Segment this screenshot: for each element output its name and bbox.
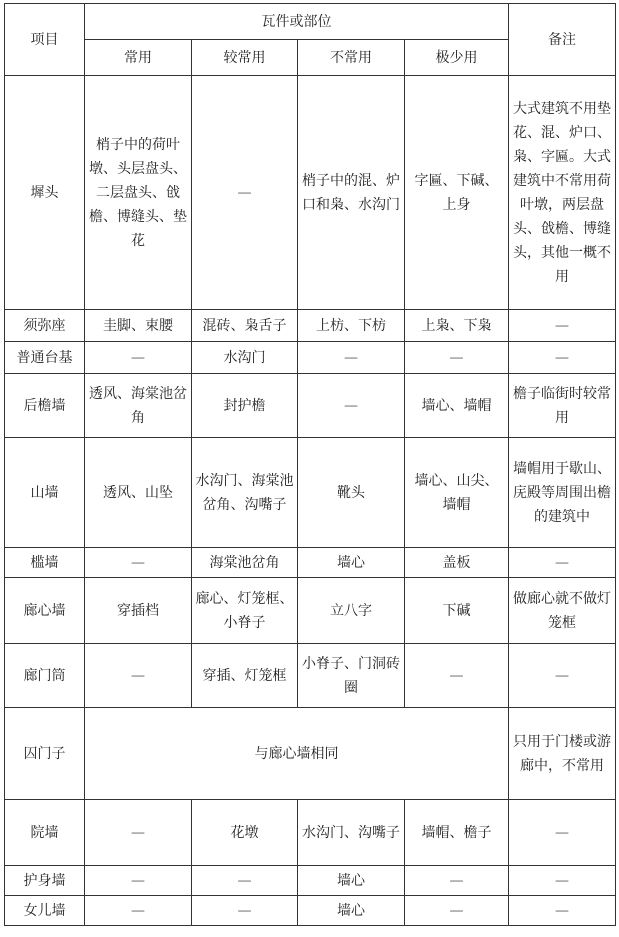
cell-uncommon: 靴头 [298, 438, 405, 548]
cell-fairly: 海棠池岔角 [192, 548, 298, 578]
header-uncommon: 不常用 [298, 40, 405, 76]
cell-rare: 墙帽、檐子 [405, 800, 509, 866]
cell-uncommon: 上枋、下枋 [298, 310, 405, 342]
cell-uncommon: 小脊子、门洞砖圈 [298, 644, 405, 708]
cell-fairly: 水沟门、海棠池岔角、沟嘴子 [192, 438, 298, 548]
cell-note: 大式建筑不用垫花、混、炉口、枭、字匾。大式建筑中不常用荷叶墩，两层盘头、戗檐、博缝头，其他一概不用 [509, 76, 616, 310]
cell-uncommon: 梢子中的混、炉口和枭、水沟门 [298, 76, 405, 310]
cell-note: — [509, 310, 616, 342]
cell-common: — [85, 800, 192, 866]
row-item: 须弥座 [5, 310, 85, 342]
row-item: 囚门子 [5, 708, 85, 800]
cell-note: 只用于门楼或游廊中，不常用 [509, 708, 616, 800]
cell-uncommon: 立八字 [298, 578, 405, 644]
header-group: 瓦件或部位 [85, 4, 509, 40]
header-fairly-common: 较常用 [192, 40, 298, 76]
cell-rare: — [405, 342, 509, 374]
cell-note: — [509, 644, 616, 708]
cell-note: — [509, 800, 616, 866]
cell-uncommon: 墙心 [298, 896, 405, 926]
cell-fairly: — [192, 866, 298, 896]
cell-uncommon: — [298, 342, 405, 374]
cell-note: 做廊心就不做灯笼框 [509, 578, 616, 644]
brick-usage-table [4, 3, 616, 926]
cell-merged: 与廊心墙相同 [85, 708, 509, 800]
table-row [5, 578, 616, 644]
cell-uncommon: 墙心 [298, 866, 405, 896]
cell-rare: 上枭、下枭 [405, 310, 509, 342]
table-row [5, 800, 616, 866]
cell-rare: — [405, 896, 509, 926]
cell-fairly: — [192, 896, 298, 926]
cell-common: 梢子中的荷叶墩、头层盘头、二层盘头、戗檐、博缝头、垫花 [85, 76, 192, 310]
header-rare: 极少用 [405, 40, 509, 76]
cell-uncommon: 墙心 [298, 548, 405, 578]
cell-note: 墙帽用于歇山、庑殿等周围出檐的建筑中 [509, 438, 616, 548]
cell-note: — [509, 896, 616, 926]
cell-uncommon: 水沟门、沟嘴子 [298, 800, 405, 866]
cell-note: — [509, 342, 616, 374]
table-row [5, 374, 616, 438]
row-item: 廊心墙 [5, 578, 85, 644]
cell-rare: 盖板 [405, 548, 509, 578]
row-item: 后檐墙 [5, 374, 85, 438]
cell-rare: — [405, 866, 509, 896]
cell-common: 透风、海棠池岔角 [85, 374, 192, 438]
cell-fairly: 封护檐 [192, 374, 298, 438]
cell-fairly: 廊心、灯笼框、小脊子 [192, 578, 298, 644]
cell-fairly: 花墩 [192, 800, 298, 866]
row-item: 廊门筒 [5, 644, 85, 708]
header-common: 常用 [85, 40, 192, 76]
table-row [5, 866, 616, 896]
cell-common: 圭脚、束腰 [85, 310, 192, 342]
cell-rare: 墙心、山尖、墙帽 [405, 438, 509, 548]
row-item: 山墙 [5, 438, 85, 548]
cell-common: — [85, 548, 192, 578]
cell-common: — [85, 644, 192, 708]
cell-common: — [85, 896, 192, 926]
row-item: 槛墙 [5, 548, 85, 578]
cell-rare: 墙心、墙帽 [405, 374, 509, 438]
cell-note: — [509, 548, 616, 578]
cell-common: 透风、山坠 [85, 438, 192, 548]
table-row [5, 548, 616, 578]
cell-uncommon: — [298, 374, 405, 438]
cell-common: — [85, 866, 192, 896]
table-row [5, 76, 616, 310]
row-item: 院墙 [5, 800, 85, 866]
cell-fairly: 水沟门 [192, 342, 298, 374]
table-row [5, 708, 616, 800]
table-row [5, 896, 616, 926]
cell-common: 穿插档 [85, 578, 192, 644]
row-item: 护身墙 [5, 866, 85, 896]
table-row [5, 342, 616, 374]
table-row [5, 310, 616, 342]
cell-rare: — [405, 644, 509, 708]
row-item: 普通台基 [5, 342, 85, 374]
header-note: 备注 [509, 4, 616, 76]
cell-note: — [509, 866, 616, 896]
header-item: 项目 [5, 4, 85, 76]
table-row [5, 438, 616, 548]
cell-note: 檐子临街时较常用 [509, 374, 616, 438]
cell-fairly: 混砖、枭舌子 [192, 310, 298, 342]
cell-fairly: — [192, 76, 298, 310]
cell-rare: 下碱 [405, 578, 509, 644]
row-item: 墀头 [5, 76, 85, 310]
table-row [5, 644, 616, 708]
cell-rare: 字匾、下碱、上身 [405, 76, 509, 310]
cell-common: — [85, 342, 192, 374]
cell-fairly: 穿插、灯笼框 [192, 644, 298, 708]
row-item: 女儿墙 [5, 896, 85, 926]
